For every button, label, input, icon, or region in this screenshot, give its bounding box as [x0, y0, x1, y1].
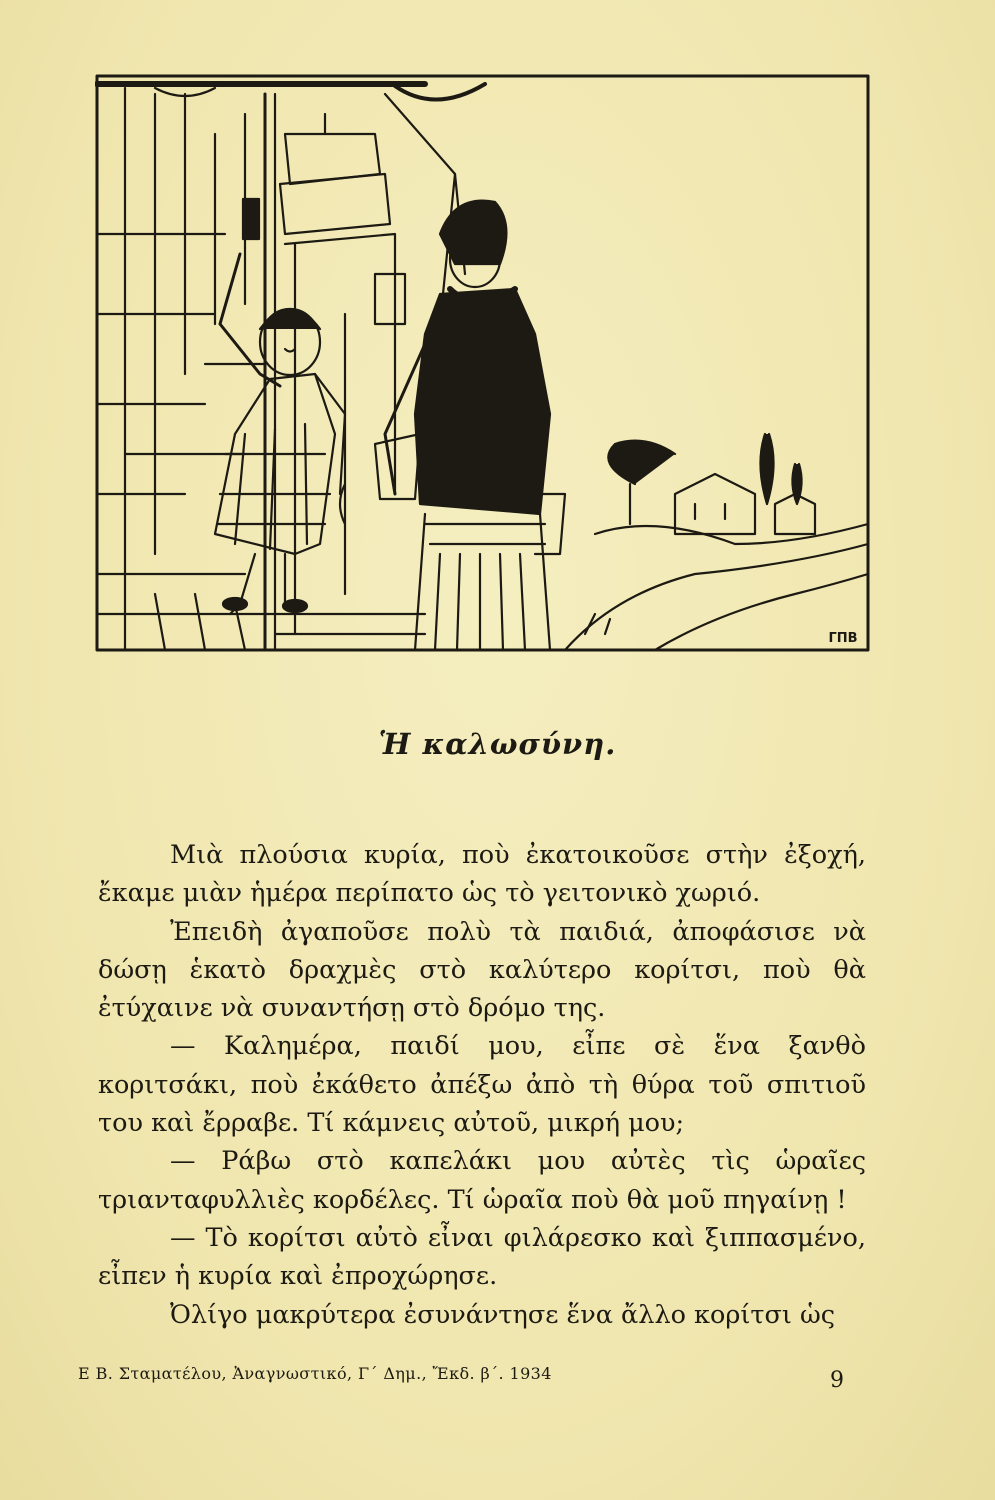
paragraph: Ὀλίγο μακρύτερα ἐσυνάντησε ἕνα ἄλλο κορίτσι ὡς [170, 1299, 836, 1330]
illustration-woman-and-girl-at-door [95, 74, 870, 652]
page-number: 9 [830, 1368, 844, 1393]
paragraph: — Καλημέρα, παιδί μου, εἶπε σὲ ἕνα ξανθὸ κοριτσάκι, ποὺ ἐκάθετο ἀπέξω ἀπὸ τὴ θύρα τοῦ σπιτιοῦ του καὶ ἔρραβε. Τί κάμνεις αὐτοῦ, μικρή μου; [98, 1031, 866, 1139]
chapter-title: Ἡ καλωσύνη. [378, 727, 617, 761]
illustrator-signature: ΓΠΒ [828, 631, 858, 646]
publisher-footer: Ε Β. Σταματέλου, Ἀναγνωστικό, Γ΄ Δημ., Ἔκδ. β΄. 1934 [78, 1364, 552, 1383]
paragraph: — Ράβω στὸ καπελάκι μου αὐτὲς τὶς ὡραῖες τριανταφυλλιὲς κορδέλες. Τί ὡραῖα ποὺ θὰ μοῦ πηγαίνῃ ! [98, 1146, 866, 1215]
paragraph: Ἐπειδὴ ἀγαποῦσε πολὺ τὰ παιδιά, ἀποφάσισε νὰ δώσῃ ἑκατὸ δραχμὲς στὸ καλύτερο κορίτσι, ποὺ θὰ ἐτύχαινε νὰ συναντήσῃ στὸ δρόμο της. [98, 916, 866, 1024]
paragraph: Μιὰ πλούσια κυρία, ποὺ ἐκατοικοῦσε στὴν ἐξοχή, ἔκαμε μιὰν ἡμέρα περίπατο ὡς τὸ γειτονικὸ χωριό. [98, 840, 866, 909]
story-text [98, 836, 866, 1334]
paragraph: — Τὸ κορίτσι αὐτὸ εἶναι φιλάρεσκο καὶ ξιππασμένο, εἶπεν ἡ κυρία καὶ ἐπροχώρησε. [98, 1222, 866, 1292]
